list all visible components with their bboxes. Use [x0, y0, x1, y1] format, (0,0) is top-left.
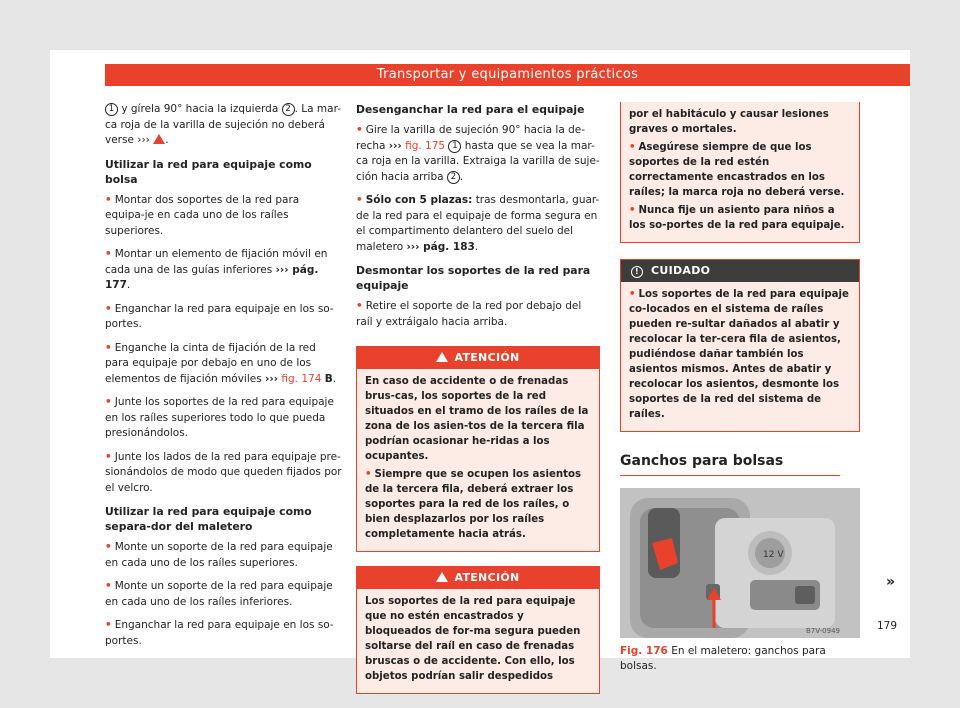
list-item: • Enganchar la red para equipaje en los so-portes. — [105, 619, 334, 647]
list-item: • Monte un soporte de la red para equipaje en cada uno de los raíles inferiores. — [105, 580, 333, 608]
reference-arrow[interactable]: ››› — [137, 134, 150, 146]
list-item: • Montar dos soportes de la red para equipa-je en cada uno de los raíles superiores. — [105, 193, 300, 237]
bag-hook-illustration — [620, 488, 860, 638]
heading-net-as-divider: Utilizar la red para equipaje como separa-dor del maletero — [105, 505, 312, 533]
page-header: Transportar y equipamientos prácticos — [105, 64, 910, 86]
column-3 — [620, 102, 860, 675]
list-item: • Junte los soportes de la red para equipaje en los raíles superiores todo lo que pueda presionándolos. — [105, 396, 334, 439]
column-1 — [105, 102, 342, 657]
caution-header: ! CUIDADO — [621, 260, 859, 282]
warning-header: ATENCIÓN — [357, 347, 599, 369]
list-item: • Montar un elemento de fijación móvil en cada una de las guías inferiores ››› pág. 177. — [105, 248, 328, 291]
manual-page — [50, 50, 910, 682]
intro-paragraph: 1 y gírela 90° hacia la izquierda 2 . La mar-ca roja de la varilla de sujeción no deberá verse ››› . — [105, 103, 342, 146]
callout-2: 2 — [282, 103, 295, 116]
intro-text-a: y gírela 90° hacia la izquierda — [121, 103, 279, 115]
callout-1: 1 — [105, 103, 118, 116]
continue-mark: » — [886, 574, 896, 590]
caution-list-item: • Los soportes de la red para equipaje co-locados en el sistema de raíles pueden re-sultar dañados al abatir y recolocar la ter-cera fila de asientos, pudiéndose dañar también los asientos mismos. Antes de abatir y recolocar los asientos, desmonte los soportes de la red del sistema de raíles. — [629, 289, 849, 420]
column-2 — [356, 102, 600, 708]
heading-net-as-bag: Utilizar la red para equipaje como bolsa — [105, 157, 312, 186]
warning-list-item: • Siempre que se ocupen los asientos de la tercera fila, deberá extraer los soportes para la red de los raíles, o bien desplazarlos por los raíles completamente hacia atrás. — [365, 469, 582, 540]
list-item: • Gire la varilla de sujeción 90° hacia la de-recha ››› fig. 175 1 hasta que se vea la mar-ca roja en la varilla. Extraiga la varilla de suje-ción hacia arriba 2 . — [356, 124, 600, 183]
warning-list-item: • Asegúrese siempre de que los soportes de la red estén correctamente encastrados en los raíles; la marca roja no deberá verse. — [629, 142, 845, 198]
info-icon: ! — [631, 266, 643, 278]
section-title: Ganchos para bolsas — [620, 454, 840, 476]
list-item: • Sólo con 5 plazas: tras desmontarla, guar-de la red para el equipaje de forma segura en el compartimento delantero del suelo del maletero ››› pág. 183. — [356, 194, 600, 253]
figure-code: B7V-0949 — [806, 626, 840, 635]
warning-text: En caso de accidente o de frenadas brus-cas, los soportes de la red situados en el tramo de los raíles de la zona de los asien-tos de la tercera fila podrían ocasionar he-ridas a los ocupantes. — [365, 376, 589, 462]
list-item: • Monte un soporte de la red para equipaje en cada uno de los raíles superiores. — [105, 541, 333, 569]
figure-caption: Fig. 176 En el maletero: ganchos para bolsas. — [620, 644, 826, 672]
heading-unhook-net: Desenganchar la red para el equipaje — [356, 103, 585, 116]
warning-icon — [153, 134, 165, 144]
warning-box-1 — [356, 346, 600, 552]
list-item: • Enganche la cinta de fijación de la red para equipaje por debajo en uno de los elementos de fijación móviles ››› fig. 174 B. — [105, 341, 337, 385]
warning-icon — [436, 572, 448, 582]
socket-label: 12 V — [763, 549, 784, 560]
warning-icon — [436, 352, 448, 362]
page-number: 179 — [877, 620, 898, 632]
heading-remove-supports: Desmontar los soportes de la red para equipaje — [356, 264, 591, 292]
warning-box-2 — [356, 566, 600, 694]
warning-text: por el habitáculo y causar lesiones graves o mortales. — [629, 109, 829, 135]
warning-text: Los soportes de la red para equipaje que no estén encastrados y bloqueados de for-ma segura pueden soltarse del raíl en caso de frenadas bruscas o de accidente. Con ello, los objetos podrían salir despedidos — [365, 596, 581, 682]
figure-link[interactable]: fig. 174 — [281, 372, 322, 385]
page-link[interactable]: ››› pág. 177 — [105, 263, 319, 291]
warning-list-item: • Nunca fije un asiento para niños a los so-portes de la red para equipaje. — [629, 205, 845, 231]
figure-bag-hooks — [620, 488, 860, 638]
intro-text-b: . La mar-ca roja de la varilla de sujeción no deberá verse — [105, 103, 342, 146]
list-item: • Enganchar la red para equipaje en los so-portes. — [105, 302, 334, 330]
figure-link[interactable]: fig. 175 — [405, 139, 446, 152]
caution-box — [620, 259, 860, 432]
list-item: • Junte los lados de la red para equipaje pre-sionándolos de modo que queden fijados por el velcro. — [105, 450, 342, 494]
page-link[interactable]: ››› pág. 183 — [406, 240, 475, 253]
warning-box-continued — [620, 102, 860, 243]
list-item: • Retire el soporte de la red por debajo del raíl y extráigalo hacia arriba. — [356, 300, 582, 328]
warning-header: ATENCIÓN — [357, 567, 599, 589]
